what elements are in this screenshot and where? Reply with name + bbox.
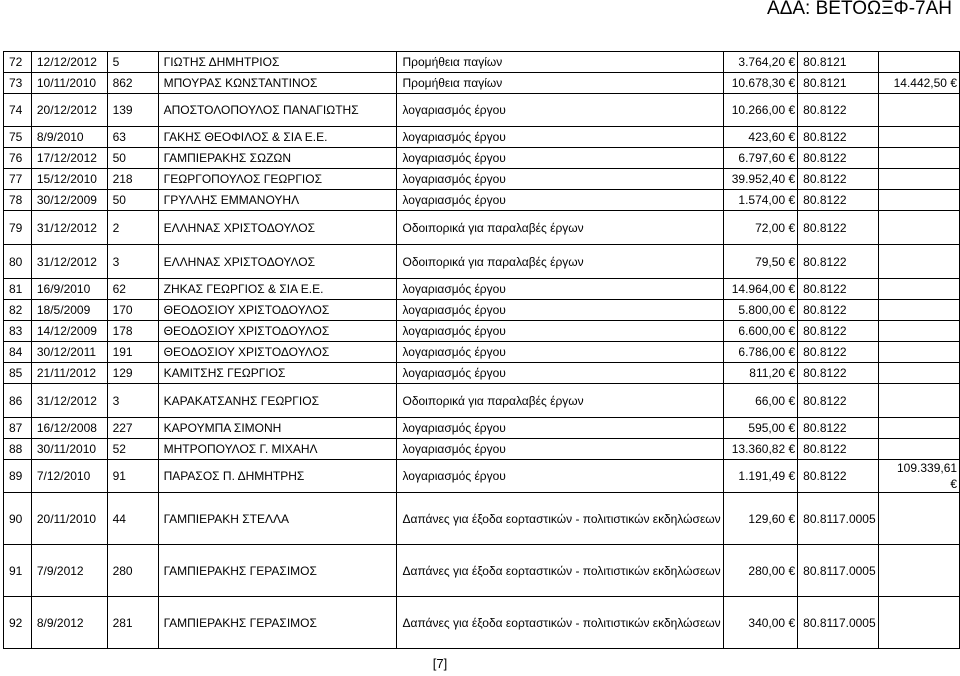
cell-code: 80.8117.0005 [798,545,879,597]
cell-amount: 3.764,20 € [723,52,797,73]
euro-icon: € [788,76,796,90]
cell-code: 80.8122 [798,460,879,493]
cell-total [878,52,959,73]
cell-total [878,190,959,211]
cell-amount: 1.574,00 € [723,190,797,211]
cell-amount: 423,60 € [723,127,797,148]
cell-name: ΓΑΚΗΣ ΘΕΟΦΙΛΟΣ & ΣΙΑ Ε.Ε. [158,127,397,148]
page-number: [7] [432,656,448,671]
cell-code: 80.8122 [798,148,879,169]
cell-amount: 811,20 € [723,363,797,384]
cell-desc: Προμήθεια παγίων [397,73,723,94]
euro-icon: € [788,282,796,296]
cell-doc: 218 [107,169,158,190]
cell-amount: 280,00 € [723,545,797,597]
cell-no: 83 [4,321,32,342]
cell-doc: 91 [107,460,158,493]
table-row [4,384,960,418]
cell-no: 80 [4,245,32,279]
cell-total [878,363,959,384]
table-row [4,94,960,127]
table-row [4,418,960,439]
cell-doc: 280 [107,545,158,597]
cell-code: 80.8122 [798,321,879,342]
euro-icon: € [788,615,796,630]
euro-icon: € [788,563,796,578]
cell-desc: λογαριασμός έργου [397,169,723,190]
cell-no: 78 [4,190,32,211]
euro-icon: € [788,55,796,69]
table-row [4,52,960,73]
cell-amount: 6.786,00 € [723,342,797,363]
cell-name: ΑΠΟΣΤΟΛΟΠΟΥΛΟΣ ΠΑΝΑΓΙΩΤΗΣ [158,94,397,127]
cell-code: 80.8122 [798,300,879,321]
cell-doc: 281 [107,597,158,649]
table-row [4,460,960,493]
euro-icon: € [788,130,796,144]
euro-icon: € [788,103,796,117]
cell-amount: 10.266,00 € [723,94,797,127]
cell-total [878,148,959,169]
cell-date: 16/9/2010 [31,279,107,300]
cell-date: 30/12/2009 [31,190,107,211]
table-row [4,190,960,211]
cell-date: 31/12/2012 [31,245,107,279]
euro-icon: € [788,324,796,338]
table-row [4,245,960,279]
cell-code: 80.8122 [798,418,879,439]
cell-desc: λογαριασμός έργου [397,363,723,384]
cell-total [878,342,959,363]
cell-doc: 129 [107,363,158,384]
euro-icon: € [788,469,796,483]
cell-desc: λογαριασμός έργου [397,94,723,127]
cell-doc: 139 [107,94,158,127]
cell-code: 80.8122 [798,384,879,418]
cell-doc: 191 [107,342,158,363]
euro-icon: € [788,421,796,435]
cell-code: 80.8122 [798,127,879,148]
cell-name: ΚΑΡΑΚΑΤΣΑΝΗΣ ΓΕΩΡΓΙΟΣ [158,384,397,418]
cell-doc: 52 [107,439,158,460]
cell-desc: Οδοιπορικά για παραλαβές έργων [397,245,723,279]
euro-icon: € [788,151,796,165]
cell-date: 10/11/2010 [31,73,107,94]
cell-name: ΖΗΚΑΣ ΓΕΩΡΓΙΟΣ & ΣΙΑ Ε.Ε. [158,279,397,300]
cell-amount: 6.600,00 € [723,321,797,342]
table-row [4,493,960,545]
cell-total [878,321,959,342]
table-row [4,169,960,190]
euro-icon: € [788,254,796,269]
cell-code: 80.8122 [798,279,879,300]
cell-code: 80.8122 [798,342,879,363]
cell-desc: λογαριασμός έργου [397,460,723,493]
cell-code: 80.8117.0005 [798,597,879,649]
cell-desc: Προμήθεια παγίων [397,52,723,73]
cell-date: 17/12/2012 [31,148,107,169]
cell-desc: λογαριασμός έργου [397,418,723,439]
cell-desc: Δαπάνες για έξοδα εορταστικών - πολιτιστικών εκδηλώσεων [397,493,723,545]
cell-no: 92 [4,597,32,649]
table-row [4,342,960,363]
euro-icon: € [950,76,957,90]
cell-code: 80.8117.0005 [798,493,879,545]
cell-amount: 10.678,30 € [723,73,797,94]
cell-name: ΓΑΜΠΙΕΡΑΚΗΣ ΓΕΡΑΣΙΜΟΣ [158,545,397,597]
cell-name: ΕΛΛΗΝΑΣ ΧΡΙΣΤΟΔΟΥΛΟΣ [158,245,397,279]
cell-name: ΓΑΜΠΙΕΡΑΚΗΣ ΓΕΡΑΣΙΜΟΣ [158,597,397,649]
table-row [4,363,960,384]
cell-doc: 63 [107,127,158,148]
cell-no: 74 [4,94,32,127]
cell-date: 31/12/2012 [31,384,107,418]
cell-date: 7/12/2010 [31,460,107,493]
cell-desc: Δαπάνες για έξοδα εορταστικών - πολιτιστικών εκδηλώσεων [397,545,723,597]
cell-no: 85 [4,363,32,384]
table-row [4,321,960,342]
cell-amount: 340,00 € [723,597,797,649]
cell-doc: 2 [107,211,158,245]
cell-date: 30/12/2011 [31,342,107,363]
document-id-code: ΑΔΑ: ΒΕΤΟΩΞΦ-7ΑΗ [767,0,952,19]
table-row [4,439,960,460]
cell-code: 80.8122 [798,211,879,245]
cell-desc: Δαπάνες για έξοδα εορταστικών - πολιτιστικών εκδηλώσεων [397,597,723,649]
euro-icon: € [788,511,796,526]
cell-amount: 1.191,49 € [723,460,797,493]
cell-desc: λογαριασμός έργου [397,342,723,363]
cell-desc: λογαριασμός έργου [397,439,723,460]
cell-total [878,460,959,493]
cell-code: 80.8121 [798,52,879,73]
euro-icon: € [788,172,796,186]
table-row [4,148,960,169]
cell-code: 80.8122 [798,169,879,190]
euro-icon: € [788,193,796,207]
cell-doc: 227 [107,418,158,439]
cell-desc: Οδοιπορικά για παραλαβές έργων [397,211,723,245]
table-row [4,73,960,94]
cell-date: 8/9/2012 [31,597,107,649]
cell-name: ΜΠΟΥΡΑΣ ΚΩΝΣΤΑΝΤΙΝΟΣ [158,73,397,94]
cell-amount: 595,00 € [723,418,797,439]
cell-date: 30/11/2010 [31,439,107,460]
cell-date: 14/12/2009 [31,321,107,342]
cell-name: ΓΕΩΡΓΟΠΟΥΛΟΣ ΓΕΩΡΓΙΟΣ [158,169,397,190]
cell-total [878,245,959,279]
cell-code: 80.8122 [798,94,879,127]
cell-no: 86 [4,384,32,418]
cell-date: 15/12/2010 [31,169,107,190]
cell-total [878,127,959,148]
cell-date: 16/12/2008 [31,418,107,439]
cell-code: 80.8121 [798,73,879,94]
cell-amount: 129,60 € [723,493,797,545]
cell-code: 80.8122 [798,439,879,460]
cell-date: 20/12/2012 [31,94,107,127]
table-row [4,211,960,245]
table-row [4,127,960,148]
cell-no: 81 [4,279,32,300]
cell-desc: λογαριασμός έργου [397,127,723,148]
cell-amount: 5.800,00 € [723,300,797,321]
euro-icon: € [788,303,796,317]
group-total: 109.339,61 € [897,461,958,491]
cell-code: 80.8122 [798,245,879,279]
cell-amount: 39.952,40 € [723,169,797,190]
cell-no: 90 [4,493,32,545]
cell-no: 72 [4,52,32,73]
cell-doc: 3 [107,245,158,279]
cell-total [878,94,959,127]
cell-total [878,73,959,94]
table-row [4,545,960,597]
cell-doc: 170 [107,300,158,321]
cell-doc: 178 [107,321,158,342]
cell-doc: 50 [107,148,158,169]
cell-amount: 72,00 € [723,211,797,245]
cell-date: 18/5/2009 [31,300,107,321]
euro-icon: € [950,477,957,491]
table-row [4,279,960,300]
cell-doc: 62 [107,279,158,300]
cell-name: ΓΑΜΠΙΕΡΑΚΗ ΣΤΕΛΛΑ [158,493,397,545]
cell-name: ΕΛΛΗΝΑΣ ΧΡΙΣΤΟΔΟΥΛΟΣ [158,211,397,245]
cell-no: 75 [4,127,32,148]
cell-no: 76 [4,148,32,169]
cell-desc: λογαριασμός έργου [397,321,723,342]
cell-no: 82 [4,300,32,321]
cell-doc: 5 [107,52,158,73]
cell-amount: 14.964,00 € [723,279,797,300]
cell-name: ΚΑΡΟΥΜΠΑ ΣΙΜΟΝΗ [158,418,397,439]
cell-no: 73 [4,73,32,94]
cell-no: 79 [4,211,32,245]
cell-total [878,279,959,300]
cell-amount: 13.360,82 € [723,439,797,460]
cell-total [878,169,959,190]
cell-no: 91 [4,545,32,597]
cell-amount: 79,50 € [723,245,797,279]
cell-name: ΠΑΡΑΣΟΣ Π. ΔΗΜΗΤΡΗΣ [158,460,397,493]
cell-date: 31/12/2012 [31,211,107,245]
cell-doc: 44 [107,493,158,545]
cell-date: 20/11/2010 [31,493,107,545]
euro-icon: € [788,220,796,235]
cell-total [878,597,959,649]
cell-desc: λογαριασμός έργου [397,279,723,300]
euro-icon: € [788,442,796,456]
cell-doc: 862 [107,73,158,94]
cell-name: ΘΕΟΔΟΣΙΟΥ ΧΡΙΣΤΟΔΟΥΛΟΣ [158,300,397,321]
group-total: 14.442,50 € [893,76,957,90]
cell-no: 89 [4,460,32,493]
cell-desc: λογαριασμός έργου [397,300,723,321]
cell-total [878,384,959,418]
cell-doc: 3 [107,384,158,418]
cell-no: 88 [4,439,32,460]
cell-name: ΓΑΜΠΙΕΡΑΚΗΣ ΣΩΖΩΝ [158,148,397,169]
cell-date: 8/9/2010 [31,127,107,148]
cell-no: 77 [4,169,32,190]
cell-name: ΓΡΥΛΛΗΣ ΕΜΜΑΝΟΥΗΛ [158,190,397,211]
cell-date: 12/12/2012 [31,52,107,73]
cell-date: 21/11/2012 [31,363,107,384]
cell-name: ΘΕΟΔΟΣΙΟΥ ΧΡΙΣΤΟΔΟΥΛΟΣ [158,321,397,342]
euro-icon: € [788,393,796,408]
cell-no: 84 [4,342,32,363]
cell-amount: 6.797,60 € [723,148,797,169]
expense-ledger-table [3,51,960,649]
cell-doc: 50 [107,190,158,211]
cell-name: ΓΙΩΤΗΣ ΔΗΜΗΤΡΙΟΣ [158,52,397,73]
cell-total [878,300,959,321]
cell-total [878,493,959,545]
table-row [4,597,960,649]
cell-total [878,439,959,460]
euro-icon: € [788,345,796,359]
cell-amount: 66,00 € [723,384,797,418]
cell-no: 87 [4,418,32,439]
cell-desc: λογαριασμός έργου [397,190,723,211]
cell-total [878,545,959,597]
cell-code: 80.8122 [798,190,879,211]
cell-total [878,211,959,245]
cell-desc: λογαριασμός έργου [397,148,723,169]
cell-code: 80.8122 [798,363,879,384]
cell-name: ΘΕΟΔΟΣΙΟΥ ΧΡΙΣΤΟΔΟΥΛΟΣ [158,342,397,363]
cell-name: ΜΗΤΡΟΠΟΥΛΟΣ Γ. ΜΙΧΑΗΛ [158,439,397,460]
cell-name: ΚΑΜΙΤΣΗΣ ΓΕΩΡΓΙΟΣ [158,363,397,384]
table-row [4,300,960,321]
cell-date: 7/9/2012 [31,545,107,597]
cell-desc: Οδοιπορικά για παραλαβές έργων [397,384,723,418]
euro-icon: € [788,366,796,380]
cell-total [878,418,959,439]
